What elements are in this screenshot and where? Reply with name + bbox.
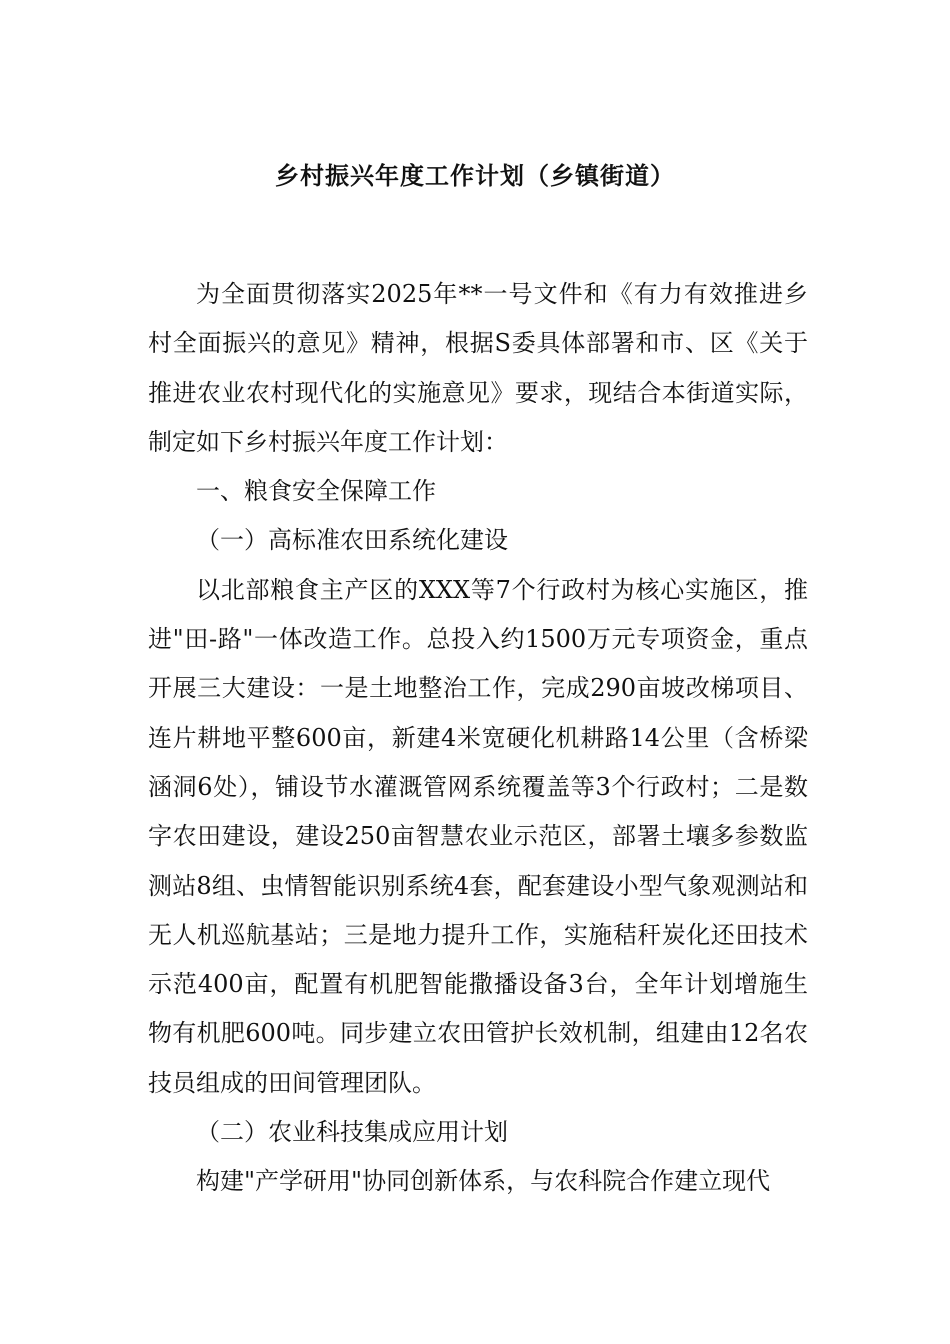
- document-title: 乡村振兴年度工作计划（乡镇街道）: [275, 162, 675, 190]
- subsection-heading-agri-tech: （二）农业科技集成应用计划: [196, 1118, 508, 1147]
- section-heading-grain-security: 一、粮食安全保障工作: [196, 477, 436, 506]
- document-body: [148, 270, 808, 1207]
- subsection-heading-farmland: （一）高标准农田系统化建设: [196, 526, 508, 555]
- agri-tech-paragraph: 构建"产学研用"协同创新体系，与农科院合作建立现代: [196, 1167, 771, 1196]
- intro-paragraph: 为全面贯彻落实2025年**一号文件和《有力有效推进乡村全面振兴的意见》精神，根据S委具体部署和市、区《关于推进农业农村现代化的实施意见》要求，现结合本街道实际，制定如下乡村振兴年度工作计划：: [148, 280, 808, 456]
- farmland-paragraph: 以北部粮食主产区的XXX等7个行政村为核心实施区，推进"田-路"一体改造工作。总投入约1500万元专项资金，重点开展三大建设：一是土地整治工作，完成290亩坡改梯项目、连片耕地平整600亩，新建4米宽硬化机耕路14公里（含桥梁涵洞6处），铺设节水灌溉管网系统覆盖等3个行政村；二是数字农田建设，建设250亩智慧农业示范区，部署土壤多参数监测站8组、虫情智能识别系统4套，配套建设小型气象观测站和无人机巡航基站；三是地力提升工作，实施秸秆炭化还田技术示范400亩，配置有机肥智能撒播设备3台，全年计划增施生物有机肥600吨。同步建立农田管护长效机制，组建由12名农技员组成的田间管理团队。: [148, 575, 808, 1097]
